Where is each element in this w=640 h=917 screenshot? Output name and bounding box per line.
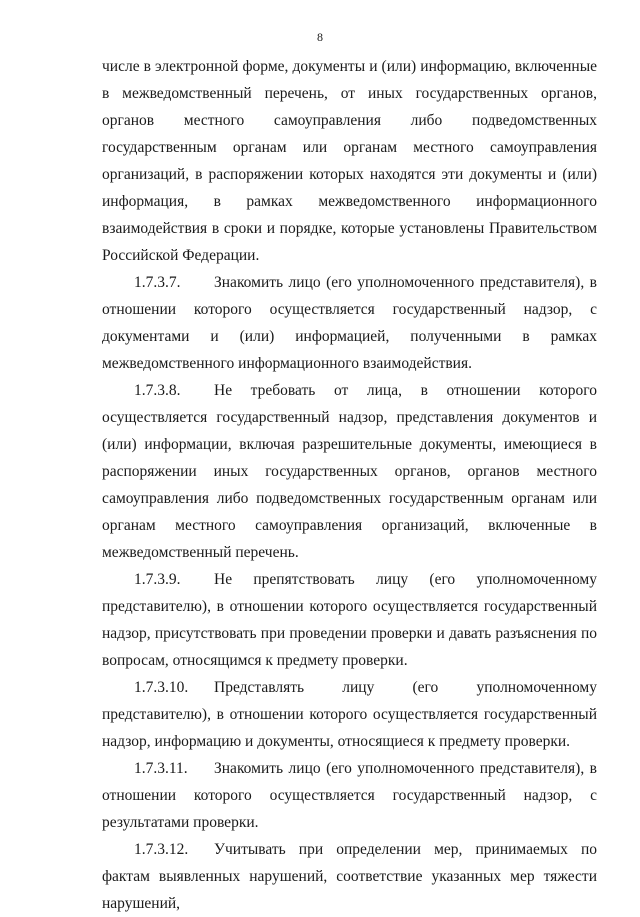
document-body — [102, 53, 597, 917]
paragraph-1-7-3-9 — [102, 566, 597, 674]
paragraph-text: Учитывать при определении мер, принимаемых по фактам выявленных нарушений, соответствие указанных мер тяжести нарушений, — [102, 841, 597, 912]
paragraph-number: 1.7.3.9. — [134, 571, 181, 588]
paragraph-number: 1.7.3.7. — [134, 274, 181, 291]
paragraph-1-7-3-10 — [102, 674, 597, 755]
paragraph-text: Знакомить лицо (его уполномоченного представителя), в отношении которого осуществляется государственный надзор, с результатами проверки. — [102, 760, 597, 831]
paragraph-number: 1.7.3.10. — [134, 679, 189, 696]
paragraph-text: Не требовать от лица, в отношении которого осуществляется государственный надзор, представления документов и (или) информации, включая разрешительные документы, имеющиеся в распоряжении иных государственных органов, органов местного самоуправления либо подведомственных государственным органам или органам местного самоуправления организаций, включенные в межведомственный перечень. — [102, 382, 597, 561]
paragraph-1-7-3-7 — [102, 269, 597, 377]
paragraph-text: Представлять лицу (его уполномоченному представителю), в отношении которого осуществляется государственный надзор, информацию и документы, относящиеся к предмету проверки. — [102, 679, 597, 750]
paragraph-text: Не препятствовать лицу (его уполномоченному представителю), в отношении которого осуществляется государственный надзор, присутствовать при проведении проверки и давать разъяснения по вопросам, относящимся к предмету проверки. — [102, 571, 597, 669]
paragraph-continuation — [102, 53, 597, 269]
paragraph-number: 1.7.3.12. — [134, 841, 189, 858]
page-number: 8 — [317, 30, 323, 44]
paragraph-text: Знакомить лицо (его уполномоченного представителя), в отношении которого осуществляется государственный надзор, с документами и (или) информацией, полученными в рамках межведомственного информационного взаимодействия. — [102, 274, 597, 372]
paragraph-1-7-3-8 — [102, 377, 597, 566]
paragraph-number: 1.7.3.11. — [134, 760, 188, 777]
paragraph-1-7-3-11 — [102, 755, 597, 836]
paragraph-text: числе в электронной форме, документы и (или) информацию, включенные в межведомственный перечень, от иных государственных органов, органов местного самоуправления либо подведомственных государственным органам или органам местного самоуправления организаций, в распоряжении которых находятся эти документы и (или) информация, в рамках межведомственного информационного взаимодействия в сроки и порядке, которые установлены Правительством Российской Федерации. — [102, 58, 597, 264]
paragraph-number: 1.7.3.8. — [134, 382, 181, 399]
